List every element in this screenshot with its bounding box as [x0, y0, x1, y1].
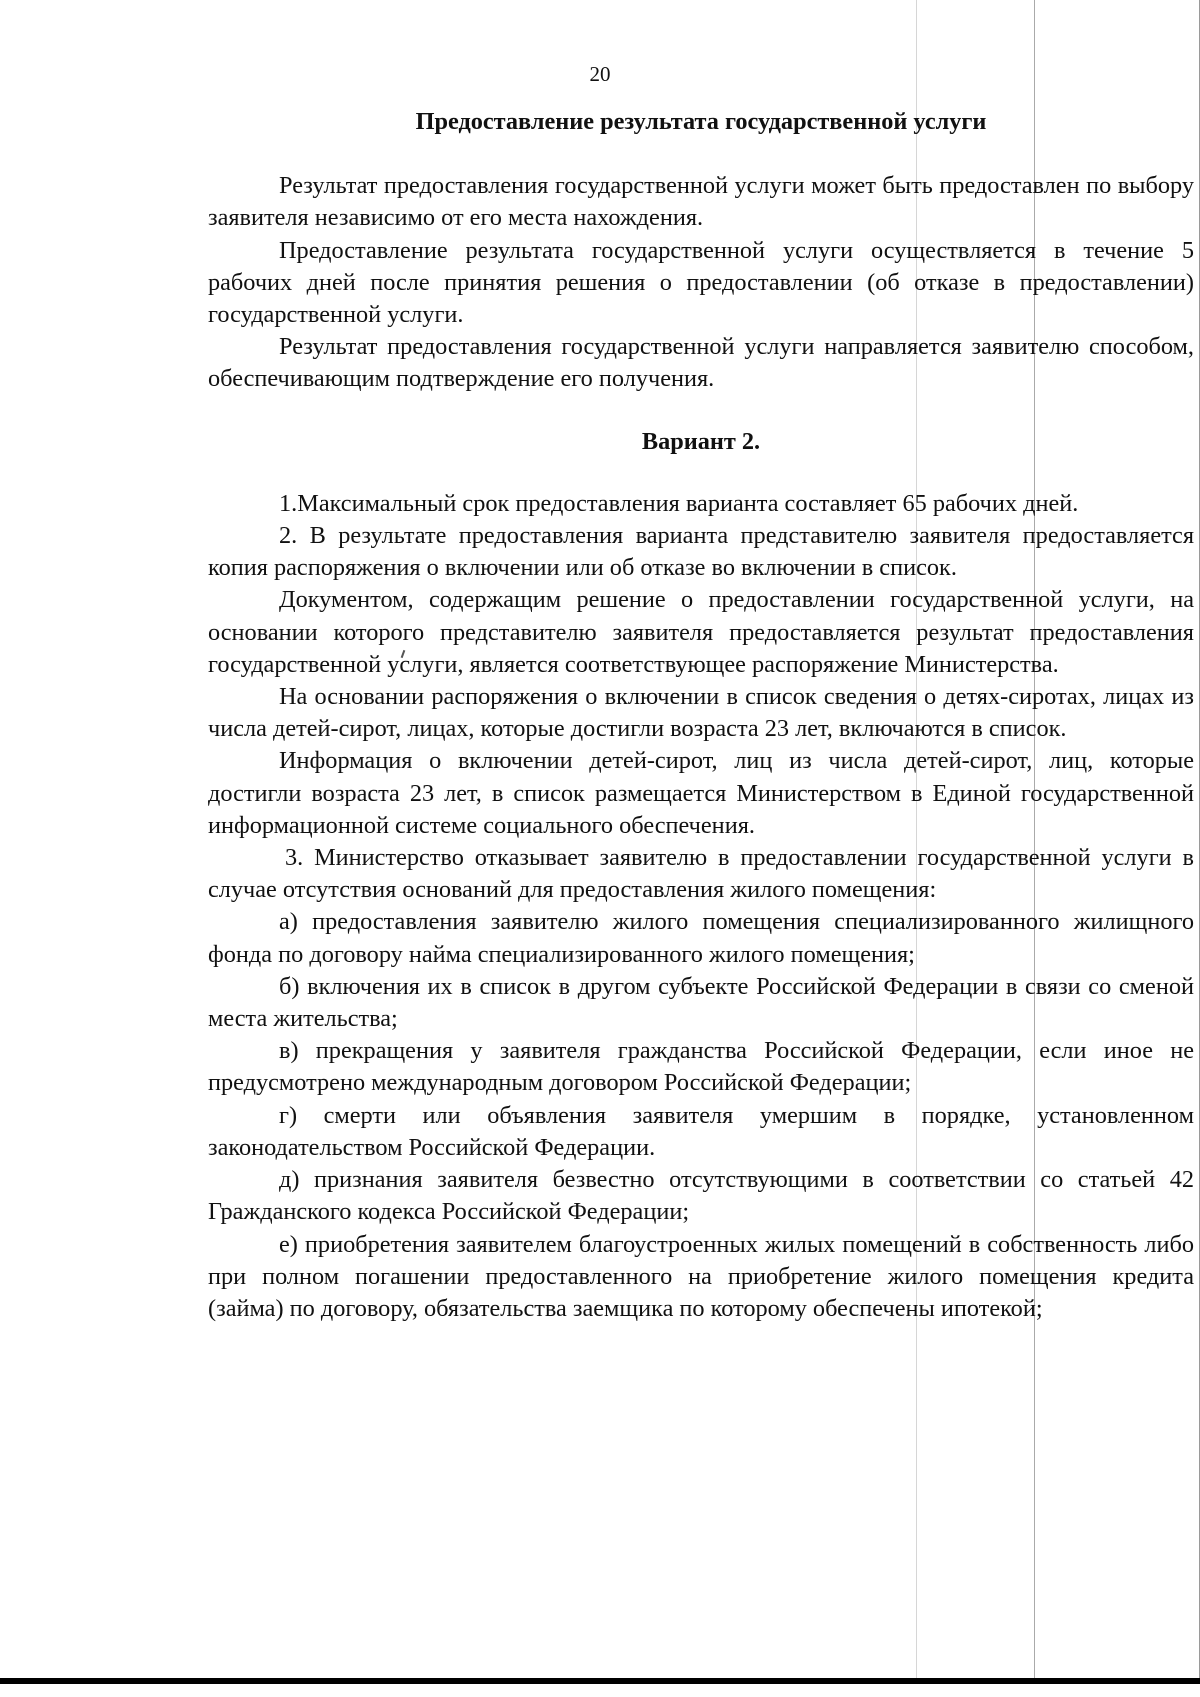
paragraph: Документом, содержащим решение о предоставлении государственной услуги, на основании которого представителю заявителя предоставляется результат предоставления государственной услуги, является соответствующее распоряжение Министерства.	[208, 586, 1194, 678]
document-body	[208, 106, 1194, 1325]
paragraph: На основании распоряжения о включении в список сведения о детях-сиротах, лицах из числа детей-сирот, лицах, которые достигли возраста 23 лет, включаются в список.	[208, 683, 1194, 743]
paragraph: Результат предоставления государственной услуги может быть предоставлен по выбору заявителя независимо от его места нахождения.	[208, 172, 1194, 232]
list-item: г) смерти или объявления заявителя умершим в порядке, установленном законодательством Российской Федерации.	[208, 1101, 1194, 1161]
list-item: в) прекращения у заявителя гражданства Российской Федерации, если иное не предусмотрено международным договором Российской Федерации;	[208, 1037, 1194, 1097]
list-item: а) предоставления заявителю жилого помещения специализированного жилищного фонда по договору найма специализированного жилого помещения;	[208, 908, 1194, 968]
section-heading: Предоставление результата государственной услуги	[415, 108, 987, 135]
list-item: д) признания заявителя безвестно отсутствующими в соответствии со статьей 42 Гражданского кодекса Российской Федерации;	[208, 1166, 1194, 1226]
paragraph: 3. Министерство отказывает заявителю в предоставлении государственной услуги в случае отсутствия оснований для предоставления жилого помещения:	[208, 844, 1194, 904]
list-item: е) приобретения заявителем благоустроенных жилых помещений в собственность либо при полном погашении предоставленного на приобретение жилого помещения кредита (займа) по договору, обязательства заемщика по которому обеспечены ипотекой;	[208, 1230, 1194, 1322]
variant-heading: Вариант 2.	[641, 427, 761, 455]
page-number: 20	[589, 62, 611, 86]
paragraph: 1.Максимальный срок предоставления варианта составляет 65 рабочих дней.	[279, 489, 1079, 517]
paragraph: 2. В результате предоставления варианта представителю заявителя предоставляется копия распоряжения о включении или об отказе во включении в список.	[208, 522, 1194, 582]
paragraph: Информация о включении детей-сирот, лиц из числа детей-сирот, лиц, которые достигли возраста 23 лет, в список размещается Министерством в Единой государственной информационной системе социального обеспечения.	[208, 747, 1194, 839]
list-item: б) включения их в список в другом субъекте Российской Федерации в связи со сменой места жительства;	[208, 972, 1194, 1033]
paragraph: Предоставление результата государственной услуги осуществляется в течение 5 рабочих дней после принятия решения о предоставлении (об отказе в предоставлении) государственной услуги.	[208, 236, 1194, 329]
scan-artifact-bottom-bar	[0, 1678, 1200, 1684]
paragraph: Результат предоставления государственной услуги направляется заявителю способом, обеспечивающим подтверждение его получения.	[208, 333, 1194, 393]
